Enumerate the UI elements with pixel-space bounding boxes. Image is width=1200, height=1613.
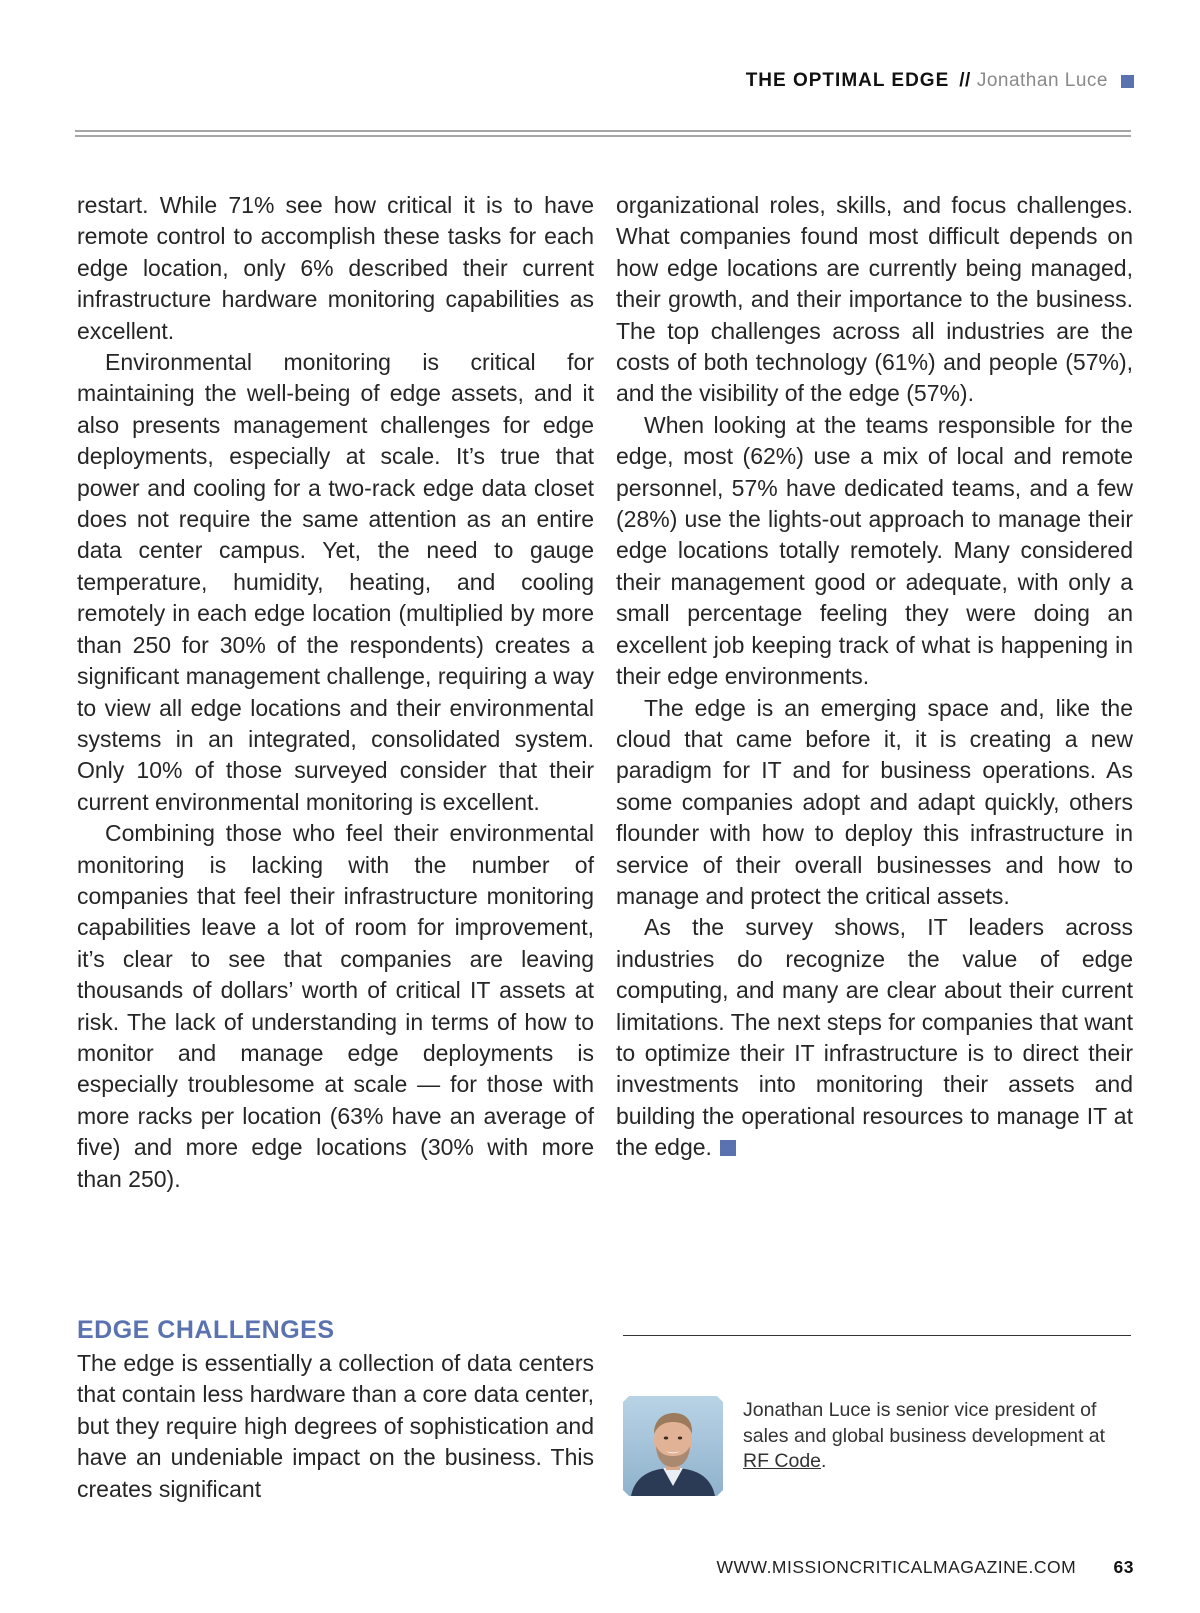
paragraph-right-2: When looking at the teams responsible for the edge, most (62%) use a mix of local and remote personnel, 57% have dedicated teams, and a few (28%) use the lights-out approach to manage their edge locations totally remotely. Many considered their management good or adequate, with only a small percentage feeling they were doing an excellent job keeping track of what is happening in their edge environments.	[616, 411, 1133, 690]
author-photo-icon	[623, 1396, 723, 1496]
section-name: THE OPTIMAL EDGE	[745, 70, 950, 91]
section-heading-edge-challenges: EDGE CHALLENGES	[77, 1316, 335, 1344]
left-column	[77, 190, 594, 1195]
paragraph-left-1: restart. While 71% see how critical it is to have remote control to accomplish these tasks for each edge location, only 6% described their current infrastructure hardware monitoring capabilities as excellent.	[77, 192, 594, 344]
author-bio-text: Jonathan Luce is senior vice president of sales and global business development at	[743, 1399, 1106, 1447]
author-bio	[743, 1398, 1131, 1475]
end-mark-icon	[720, 1140, 736, 1156]
author-bio-end: .	[821, 1450, 827, 1472]
paragraph-right-4-text: As the survey shows, IT leaders across industries do recognize the value of edge computing, and many are clear about their current limitations. The next steps for companies that want to optimize their IT infrastructure is to direct their investments into monitoring their assets and building the operational resources to manage IT at the edge.	[616, 914, 1133, 1161]
header-separator: //	[959, 70, 971, 91]
paragraph-left-3: Combining those who feel their environmental monitoring is lacking with the number of companies that feel their infrastructure monitoring capabilities leave a lot of room for improvement, it’s clear to see that companies are leaving thousands of dollars’ worth of critical IT assets at risk. The lack of understanding in terms of how to monitor and manage edge deployments is especially troublesome at scale — for those with more racks per location (63% have an average of five) and more edge locations (30% with more than 250).	[77, 820, 594, 1192]
author-photo	[623, 1396, 723, 1496]
paragraph-edge-challenges: The edge is essentially a collection of data centers that contain less hardware than a core data center, but they require high degrees of sophistication and have an undeniable impact on the business. This creates significant	[77, 1350, 594, 1502]
magazine-url: WWW.MISSIONCRITICALMAGAZINE.COM	[716, 1557, 1077, 1577]
page-number: 63	[1113, 1557, 1134, 1577]
rf-code-link[interactable]: RF Code	[743, 1450, 822, 1472]
header-author: Jonathan Luce	[976, 70, 1108, 91]
paragraph-right-1: organizational roles, skills, and focus challenges. What companies found most difficult depends on how edge locations are currently being managed, their growth, and their importance to the business. The top challenges across all industries are the costs of both technology (61%) and people (57%), and the visibility of the edge (57%).	[616, 192, 1133, 407]
paragraph-right-3: The edge is an emerging space and, like the cloud that came before it, it is creating a new paradigm for IT and for business operations. As some companies adopt and adapt quickly, others flounder with how to deploy this infrastructure in service of their overall businesses and how to manage and protect the critical assets.	[616, 694, 1133, 909]
bio-rule	[623, 1335, 1131, 1336]
right-column	[616, 190, 1133, 1164]
header-rule	[75, 130, 1131, 137]
paragraph-right-4	[616, 912, 1133, 1163]
running-header	[746, 70, 1134, 92]
page-footer	[716, 1557, 1134, 1578]
paragraph-left-2: Environmental monitoring is critical for maintaining the well-being of edge assets, and it also presents management challenges for edge deployments, especially at scale. It’s true that power and cooling for a two-rack edge data closet does not require the same attention as an entire data center campus. Yet, the need to gauge temperature, humidity, heating, and cooling remotely in each edge location (multiplied by more than 250 for 30% of the respondents) creates a significant management challenge, requiring a way to view all edge locations and their environmental systems in an integrated, consolidated system. Only 10% of those surveyed consider that their current environmental monitoring is excellent.	[77, 349, 594, 815]
blue-square-icon	[1121, 75, 1134, 88]
